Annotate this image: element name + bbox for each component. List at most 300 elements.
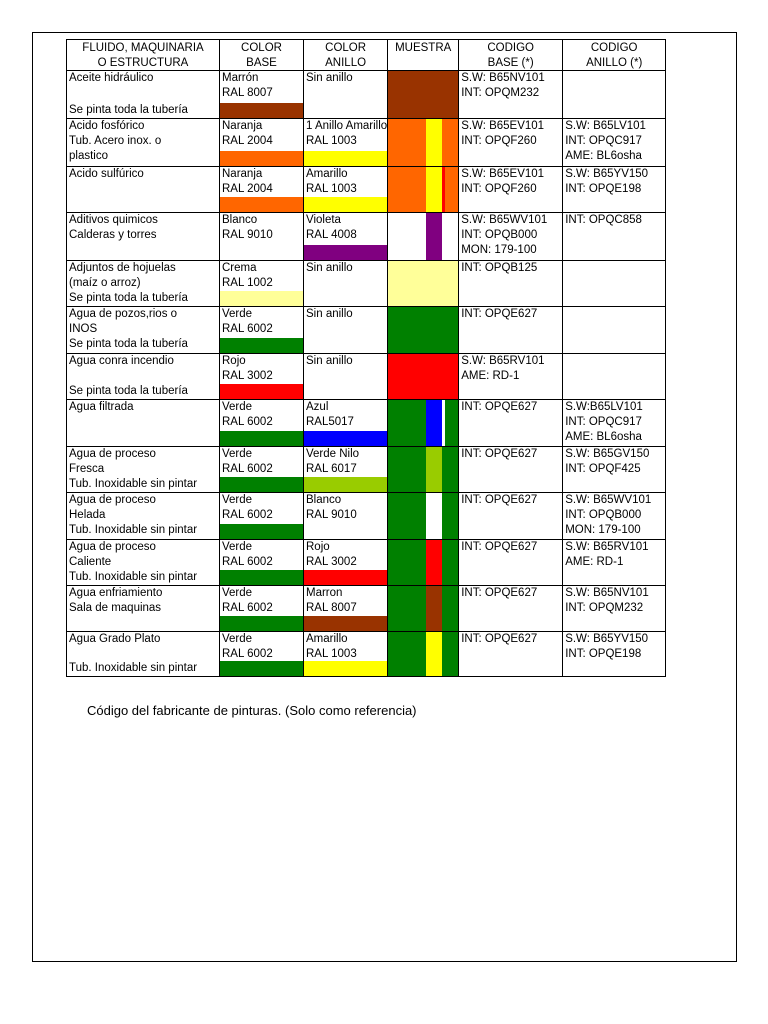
codigo-base-line: S.W: B65WV101 [461, 214, 548, 226]
codigo-base-text [459, 632, 562, 647]
color-base-line: RAL 6002 [222, 416, 273, 428]
cell-color-base [220, 540, 304, 586]
fluido-line: Fresca [69, 463, 105, 475]
fluido-line: Adjuntos de hojuelas [69, 262, 176, 274]
sample-pipe [388, 71, 458, 118]
cell-fluido [67, 71, 220, 119]
cell-codigo-anillo [563, 586, 666, 632]
fluido-line: Acido sulfúrico [69, 168, 144, 180]
fluido-line: Tub. Inoxidable sin pintar [69, 524, 198, 536]
cell-muestra [388, 540, 459, 586]
sample-base-color [388, 261, 458, 306]
codigo-anillo-text [563, 213, 665, 228]
codigo-anillo-text [563, 632, 665, 662]
sample-pipe [388, 213, 458, 260]
codigo-base-text [459, 586, 562, 601]
color-base-text [220, 447, 303, 477]
cell-color-base [220, 167, 304, 213]
color-base-swatch [220, 616, 303, 631]
cell-fluido [67, 540, 220, 586]
fluido-note: Se pinta toda la tubería [69, 385, 188, 397]
sample-pipe [388, 167, 458, 212]
header-color-base-line2: BASE [246, 56, 277, 69]
codigo-anillo-line: MON: 179-100 [565, 524, 641, 536]
cell-color-base [220, 119, 304, 167]
color-anillo-line: Amarillo [306, 168, 348, 180]
header-color-anillo-line2: ANILLO [325, 56, 367, 69]
color-anillo-swatch [304, 245, 387, 260]
cell-codigo-anillo [563, 307, 666, 354]
cell-fluido [67, 493, 220, 540]
color-base-swatch [220, 245, 303, 260]
cell-codigo-anillo [563, 540, 666, 586]
fluido-line: Agua conra incendio [69, 355, 174, 367]
fluido-text [67, 307, 219, 352]
header-fluido [67, 40, 220, 71]
fluido-text [67, 540, 219, 585]
cell-codigo-anillo [563, 261, 666, 307]
fluido-text [67, 71, 219, 86]
codigo-anillo-line: AME: BL6osha [565, 150, 642, 162]
fluido-line: Agua de proceso [69, 494, 156, 506]
color-base-swatch [220, 524, 303, 539]
cell-muestra [388, 119, 459, 167]
color-base-text [220, 586, 303, 616]
color-base-text [220, 493, 303, 523]
codigo-base-line: INT: OPQE627 [461, 308, 538, 320]
color-base-line: Crema [222, 262, 257, 274]
cell-codigo-anillo [563, 354, 666, 400]
color-anillo-line: Sin anillo [306, 355, 353, 367]
cell-color-anillo [304, 307, 388, 354]
sample-base-color [388, 540, 458, 585]
color-anillo-swatch [304, 661, 387, 676]
cell-codigo-anillo [563, 493, 666, 540]
color-base-text [220, 213, 303, 243]
color-base-line: Verde [222, 401, 253, 413]
table-row [67, 119, 666, 167]
color-anillo-text [304, 493, 387, 523]
color-anillo-text [304, 119, 387, 149]
cell-codigo-base [459, 540, 563, 586]
sample-ring [426, 447, 442, 492]
codigo-base-text [459, 213, 562, 258]
sample-ring [426, 167, 442, 212]
header-codigo-base [459, 40, 563, 71]
fluido-line: Aceite hidráulico [69, 72, 154, 84]
codigo-anillo-line: S.W: B65YV150 [565, 168, 649, 180]
cell-codigo-base [459, 213, 563, 261]
color-base-line: Verde [222, 448, 253, 460]
cell-codigo-base [459, 493, 563, 540]
codigo-anillo-line: INT: OPQC917 [565, 135, 642, 147]
color-anillo-line: RAL5017 [306, 416, 354, 428]
codigo-base-text [459, 307, 562, 322]
sample-ring [426, 586, 442, 631]
sample-pipe [388, 493, 458, 539]
color-anillo-line: Verde Nilo [306, 448, 360, 460]
color-anillo-text [304, 307, 387, 322]
codigo-anillo-line: INT: OPQB000 [565, 509, 642, 521]
color-base-line: Verde [222, 541, 253, 553]
sample-ring [426, 119, 442, 166]
sample-base-color [388, 586, 458, 631]
cell-codigo-base [459, 119, 563, 167]
codigo-base-line: S.W: B65EV101 [461, 120, 545, 132]
color-anillo-text [304, 540, 387, 570]
header-color-base [220, 40, 304, 71]
header-codigo-anillo-line1: CODIGO [590, 42, 638, 54]
cell-color-anillo [304, 167, 388, 213]
codigo-base-line: AME: RD-1 [461, 370, 520, 382]
fluido-line: Calderas y torres [69, 229, 157, 241]
cell-muestra [388, 447, 459, 493]
cell-fluido [67, 213, 220, 261]
color-anillo-text [304, 400, 387, 430]
cell-color-base [220, 400, 304, 447]
color-base-line: RAL 6002 [222, 556, 273, 568]
color-anillo-line: RAL 6017 [306, 463, 357, 475]
table-row [67, 632, 666, 677]
sample-base-color [388, 354, 458, 399]
sample-pipe [388, 354, 458, 399]
cell-fluido [67, 354, 220, 400]
color-anillo-line: Amarillo [306, 633, 348, 645]
color-base-text [220, 354, 303, 384]
header-codigo-anillo [563, 40, 666, 71]
fluido-text [67, 261, 219, 306]
fluido-line: Agua Grado Plato [69, 633, 161, 645]
fluido-line: Aditivos quimicos [69, 214, 158, 226]
codigo-anillo-text [563, 447, 665, 477]
color-anillo-line: Violeta [306, 214, 341, 226]
codigo-base-text [459, 167, 562, 197]
color-anillo-swatch [304, 197, 387, 212]
color-anillo-text [304, 71, 387, 86]
color-code-table [66, 39, 666, 677]
color-anillo-swatch [304, 616, 387, 631]
table-row [67, 167, 666, 213]
color-anillo-line: RAL 8007 [306, 602, 357, 614]
codigo-base-line: INT: OPQM232 [461, 87, 540, 99]
sample-ring [426, 632, 442, 676]
cell-codigo-base [459, 354, 563, 400]
fluido-line: Agua de pozos,rios o [69, 308, 178, 320]
table-row [67, 493, 666, 540]
color-anillo-line: Marron [306, 587, 343, 599]
cell-muestra [388, 213, 459, 261]
codigo-base-line: INT: OPQE627 [461, 541, 538, 553]
color-base-line: RAL 2004 [222, 135, 273, 147]
cell-color-anillo [304, 632, 388, 677]
color-base-line: Verde [222, 308, 253, 320]
sample-pipe [388, 400, 458, 446]
fluido-line: Caliente [69, 556, 112, 568]
fluido-line: INOS [69, 323, 98, 335]
color-base-line: RAL 6002 [222, 648, 273, 660]
codigo-base-line: INT: OPQB000 [461, 229, 538, 241]
color-base-line: RAL 8007 [222, 87, 273, 99]
color-base-line: RAL 2004 [222, 183, 273, 195]
sample-base-color [388, 493, 458, 539]
sample-base-color [388, 307, 458, 353]
table-header-row [67, 40, 666, 71]
codigo-anillo-line: S.W: B65YV150 [565, 633, 649, 645]
color-base-line: RAL 6002 [222, 509, 273, 521]
cell-muestra [388, 354, 459, 400]
sample-pipe [388, 447, 458, 492]
fluido-line: Tub. Inoxidable sin pintar [69, 571, 198, 583]
cell-color-base [220, 213, 304, 261]
cell-codigo-base [459, 167, 563, 213]
color-base-line: Verde [222, 494, 253, 506]
cell-fluido [67, 632, 220, 677]
codigo-anillo-line: AME: RD-1 [565, 556, 624, 568]
sample-ring [426, 540, 442, 585]
fluido-line: Se pinta toda la tubería [69, 292, 188, 304]
header-color-anillo-line1: COLOR [325, 42, 367, 54]
codigo-base-line: S.W: B65NV101 [461, 72, 545, 84]
color-base-line: RAL 6002 [222, 323, 273, 335]
fluido-text [67, 447, 219, 492]
cell-fluido [67, 586, 220, 632]
sample-stripe [442, 400, 445, 446]
sample-pipe [388, 261, 458, 306]
cell-fluido [67, 400, 220, 447]
color-base-text [220, 632, 303, 662]
codigo-base-line: S.W: B65RV101 [461, 355, 545, 367]
header-muestra [388, 40, 459, 71]
codigo-anillo-line: INT: OPQM232 [565, 602, 644, 614]
cell-muestra [388, 400, 459, 447]
color-anillo-line: RAL 3002 [306, 556, 357, 568]
codigo-anillo-line: AME: BL6osha [565, 431, 642, 443]
sample-ring [426, 213, 442, 260]
sample-ring [426, 400, 442, 446]
cell-fluido [67, 447, 220, 493]
codigo-base-line: INT: OPQE627 [461, 401, 538, 413]
codigo-anillo-text [563, 493, 665, 538]
color-anillo-line: Sin anillo [306, 72, 353, 84]
table-row [67, 540, 666, 586]
codigo-anillo-line: S.W: B65NV101 [565, 587, 649, 599]
codigo-base-text [459, 540, 562, 555]
header-fluido-line1: FLUIDO, MAQUINARIA [82, 42, 204, 54]
fluido-line: Agua de proceso [69, 448, 156, 460]
codigo-anillo-line: S.W:B65LV101 [565, 401, 643, 413]
cell-color-anillo [304, 71, 388, 119]
table-row [67, 447, 666, 493]
cell-color-base [220, 632, 304, 677]
color-anillo-line: RAL 1003 [306, 183, 357, 195]
cell-color-anillo [304, 213, 388, 261]
color-anillo-text [304, 354, 387, 369]
fluido-line: plastico [69, 150, 108, 162]
codigo-base-line: INT: OPQE627 [461, 494, 538, 506]
sample-pipe [388, 307, 458, 353]
header-codigo-base-line1: CODIGO [487, 42, 534, 54]
fluido-text [67, 354, 219, 369]
codigo-base-text [459, 261, 562, 276]
codigo-anillo-text [563, 167, 665, 197]
cell-muestra [388, 167, 459, 213]
fluido-text [67, 213, 219, 243]
fluido-note: Se pinta toda la tubería [69, 104, 188, 116]
cell-color-base [220, 307, 304, 354]
fluido-line: Tub. Inoxidable sin pintar [69, 478, 198, 490]
cell-color-base [220, 493, 304, 540]
color-base-line: Verde [222, 633, 253, 645]
header-color-base-line1: COLOR [241, 42, 282, 54]
cell-codigo-anillo [563, 632, 666, 677]
sample-base-color [388, 71, 458, 118]
color-base-text [220, 71, 303, 101]
cell-codigo-anillo [563, 71, 666, 119]
color-base-text [220, 167, 303, 197]
color-base-swatch [220, 431, 303, 446]
cell-color-anillo [304, 400, 388, 447]
codigo-anillo-line: S.W: B65LV101 [565, 120, 646, 132]
cell-codigo-base [459, 400, 563, 447]
color-base-line: Verde [222, 587, 253, 599]
table-row [67, 354, 666, 400]
cell-muestra [388, 307, 459, 354]
header-codigo-base-line2: BASE (*) [487, 56, 534, 69]
fluido-line: Agua de proceso [69, 541, 156, 553]
color-anillo-swatch [304, 570, 387, 585]
table-row [67, 213, 666, 261]
color-anillo-line: RAL 4008 [306, 229, 357, 241]
cell-muestra [388, 71, 459, 119]
codigo-anillo-line: S.W: B65RV101 [565, 541, 649, 553]
color-base-line: Blanco [222, 214, 258, 226]
codigo-base-line: INT: OPQF260 [461, 135, 537, 147]
cell-color-base [220, 71, 304, 119]
codigo-anillo-text [563, 119, 665, 164]
sample-pipe [388, 119, 458, 166]
fluido-text [67, 119, 219, 164]
cell-color-base [220, 447, 304, 493]
color-base-line: RAL 3002 [222, 370, 273, 382]
header-codigo-anillo-line2: ANILLO (*) [586, 56, 643, 69]
color-base-text [220, 540, 303, 570]
cell-codigo-anillo [563, 400, 666, 447]
color-base-text [220, 307, 303, 337]
fluido-text [67, 586, 219, 616]
color-base-swatch [220, 103, 303, 118]
sample-base-color [388, 213, 458, 260]
cell-codigo-anillo [563, 213, 666, 261]
color-anillo-text [304, 632, 387, 662]
color-base-swatch [220, 151, 303, 166]
fluido-line: Acido fosfórico [69, 120, 145, 132]
codigo-base-text [459, 71, 562, 101]
sample-base-color [388, 119, 458, 166]
color-base-swatch [220, 291, 303, 306]
color-base-line: Naranja [222, 168, 263, 180]
color-base-line: Marrón [222, 72, 259, 84]
cell-codigo-base [459, 71, 563, 119]
codigo-anillo-line: INT: OPQE198 [565, 183, 642, 195]
fluido-line: Agua enfriamiento [69, 587, 163, 599]
color-base-line: RAL 6002 [222, 463, 273, 475]
color-base-text [220, 119, 303, 149]
cell-codigo-base [459, 586, 563, 632]
color-anillo-text [304, 586, 387, 616]
color-anillo-text [304, 447, 387, 477]
codigo-base-line: INT: OPQE627 [461, 633, 538, 645]
cell-color-base [220, 261, 304, 307]
fluido-line: (maíz o arroz) [69, 277, 141, 289]
codigo-anillo-line: S.W: B65GV150 [565, 448, 650, 460]
codigo-base-line: INT: OPQE627 [461, 448, 538, 460]
sample-pipe [388, 632, 458, 676]
fluido-text [67, 493, 219, 538]
codigo-base-text [459, 354, 562, 384]
color-base-line: Rojo [222, 355, 246, 367]
cell-color-anillo [304, 447, 388, 493]
fluido-text [67, 632, 219, 647]
fluido-line: Tub. Acero inox. o [69, 135, 162, 147]
fluido-text [67, 400, 219, 415]
fluido-line: Sala de maquinas [69, 602, 162, 614]
fluido-note: Tub. Inoxidable sin pintar [69, 662, 198, 674]
cell-color-base [220, 354, 304, 400]
sample-base-color [388, 447, 458, 492]
codigo-base-line: INT: OPQF260 [461, 183, 537, 195]
sample-base-color [388, 167, 458, 212]
cell-color-anillo [304, 493, 388, 540]
sample-base-color [388, 400, 458, 446]
color-anillo-line: Blanco [306, 494, 342, 506]
sample-base-color [388, 632, 458, 676]
table-row [67, 400, 666, 447]
cell-codigo-anillo [563, 447, 666, 493]
codigo-base-line: INT: OPQE627 [461, 587, 538, 599]
cell-color-anillo [304, 540, 388, 586]
codigo-base-line: S.W: B65EV101 [461, 168, 545, 180]
sample-stripe [442, 632, 445, 676]
fluido-line: Helada [69, 509, 106, 521]
cell-muestra [388, 261, 459, 307]
cell-muestra [388, 586, 459, 632]
color-anillo-swatch [304, 151, 387, 166]
color-base-swatch [220, 384, 303, 399]
codigo-anillo-text [563, 586, 665, 616]
cell-codigo-anillo [563, 167, 666, 213]
codigo-base-text [459, 447, 562, 462]
color-base-line: Naranja [222, 120, 263, 132]
color-anillo-text [304, 213, 387, 243]
color-base-swatch [220, 197, 303, 212]
header-fluido-line2: O ESTRUCTURA [97, 56, 189, 69]
sample-ring [426, 493, 442, 539]
codigo-base-text [459, 400, 562, 415]
codigo-base-text [459, 119, 562, 149]
cell-codigo-base [459, 261, 563, 307]
codigo-anillo-line: INT: OPQE198 [565, 648, 642, 660]
table-row [67, 261, 666, 307]
codigo-anillo-text [563, 540, 665, 570]
header-color-anillo [304, 40, 388, 71]
cell-color-anillo [304, 261, 388, 307]
sample-pipe [388, 540, 458, 585]
codigo-base-text [459, 493, 562, 508]
codigo-base-line: INT: OPQB125 [461, 262, 538, 274]
cell-codigo-base [459, 632, 563, 677]
cell-codigo-base [459, 307, 563, 354]
color-anillo-swatch [304, 431, 387, 446]
